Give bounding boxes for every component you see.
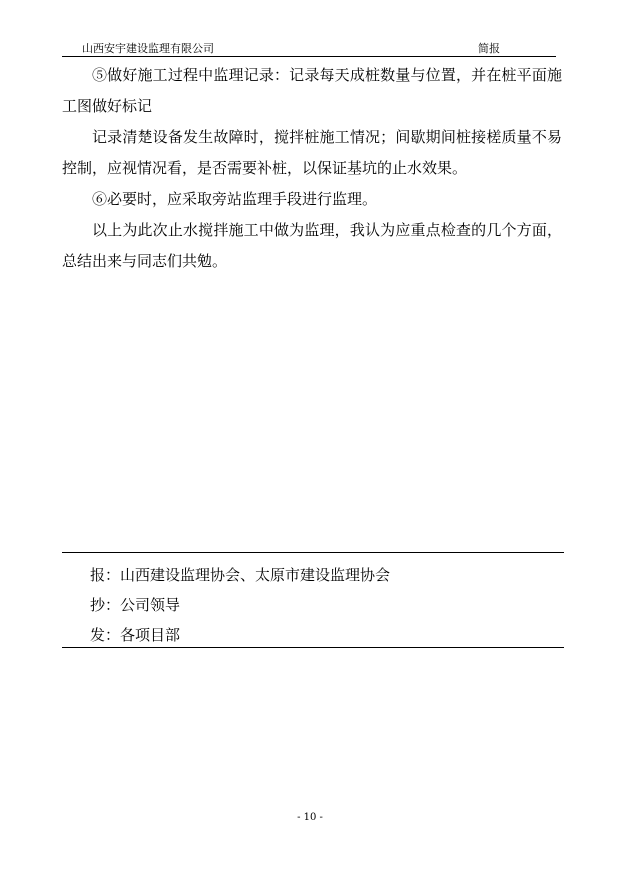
body-paragraph: ⑥必要时，应采取旁站监理手段进行监理。 bbox=[92, 190, 378, 208]
body-paragraph: 以上为此次止水搅拌施工中做为监理，我认为应重点检查的几个方面，总结出来与同志们共勉。 bbox=[62, 221, 562, 270]
distribution-bottom-rule bbox=[62, 647, 564, 648]
distribution-report-to: 报：山西建设监理协会、太原市建设监理协会 bbox=[90, 566, 391, 584]
page-header bbox=[62, 40, 556, 57]
document-body bbox=[62, 60, 562, 277]
header-document-type: 简报 bbox=[478, 42, 500, 55]
page-number: - 10 - bbox=[297, 812, 323, 823]
distribution-copy-to: 抄：公司领导 bbox=[90, 596, 181, 614]
distribution-list bbox=[90, 560, 390, 650]
body-paragraph: 记录清楚设备发生故障时，搅拌桩施工情况；间歇期间桩接槎质量不易控制，应视情况看，是否需要补桩，以保证基坑的止水效果。 bbox=[62, 128, 562, 177]
header-company-name: 山西安宇建设监理有限公司 bbox=[82, 42, 214, 55]
distribution-top-rule bbox=[62, 552, 564, 553]
body-paragraph: ⑤做好施工过程中监理记录：记录每天成桩数量与位置，并在桩平面施工图做好标记 bbox=[62, 66, 562, 115]
distribution-send-to: 发：各项目部 bbox=[90, 626, 181, 644]
